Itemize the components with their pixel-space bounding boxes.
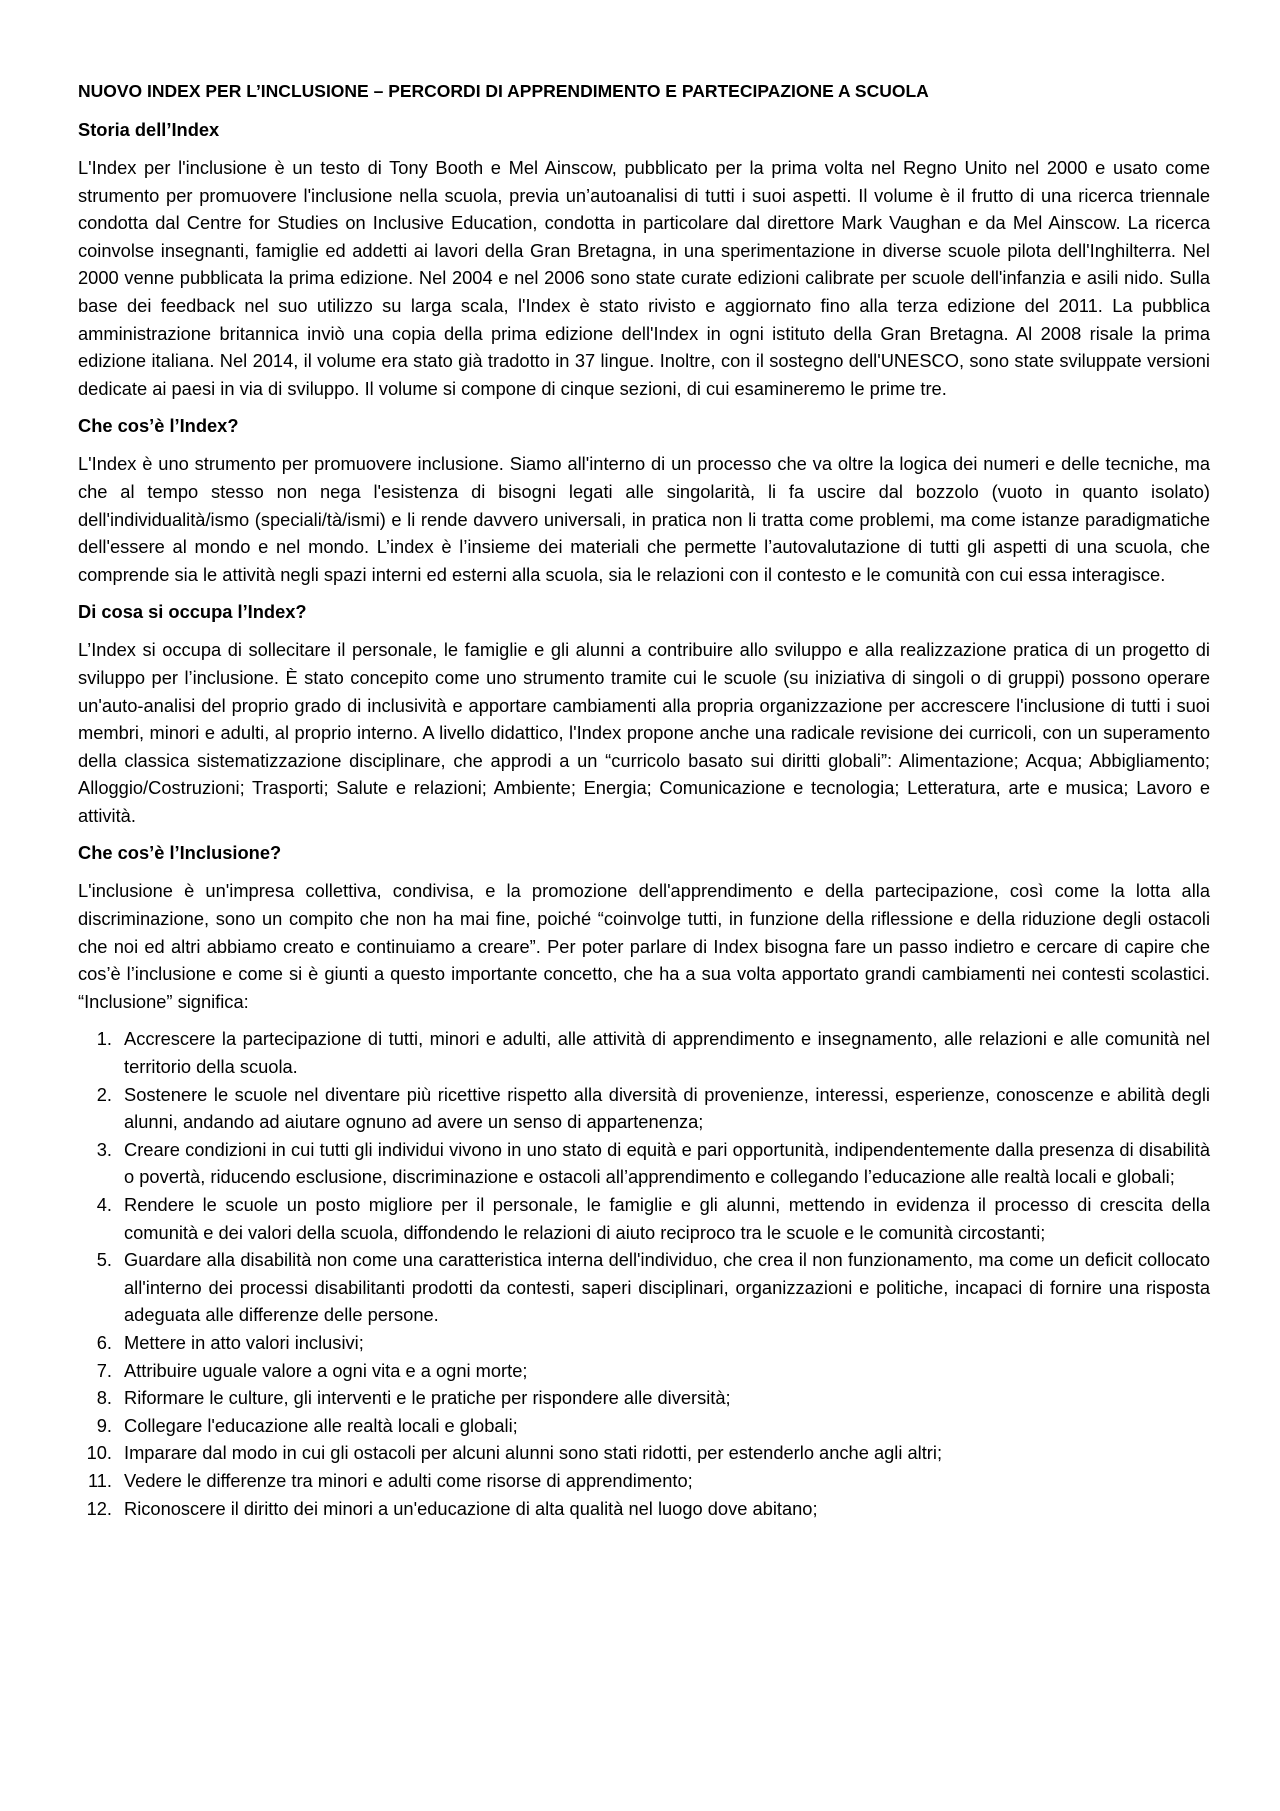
list-item-number: 1.: [96, 1028, 112, 1050]
paragraph-inclusione: L'inclusione è un'impresa collettiva, condivisa, e la promozione dell'apprendimento e della partecipazione, così come la lotta alla discriminazione, sono un compito che non ha mai fine, poiché “coinvolge tutti, in funzione della riflessione e della riduzione degli ostacoli che noi ed altri abbiamo creato e continuiamo a creare”. Per poter parlare di Index bisogna fare un passo indietro e cercare di capire che cos’è l’inclusione e come si è giunti a questo importante concetto, che ha a sua volta apportato grandi cambiamenti nei contesti scolastici. “Inclusione” significa:: [78, 880, 1210, 1012]
inclusion-list: [78, 1025, 1210, 1522]
list-item: [78, 1467, 1210, 1495]
list-item-text: Mettere in atto valori inclusivi;: [124, 1331, 364, 1353]
list-item-text: Sostenere le scuole nel diventare più ricettive rispetto alla diversità di provenienze, interessi, esperienze, conoscenze e abilità degli alunni, andando ad aiutare ognuno ad avere un senso di appartenenza;: [124, 1083, 1210, 1133]
list-item: [78, 1412, 1210, 1440]
list-item-text: Accrescere la partecipazione di tutti, minori e adulti, alle attività di apprendimento e insegnamento, alle relazioni e alle comunità nel territorio della scuola.: [124, 1028, 1210, 1078]
list-item-text: Attribuire uguale valore a ogni vita e a ogni morte;: [124, 1359, 528, 1381]
list-item: [78, 1136, 1210, 1191]
list-item: [78, 1439, 1210, 1467]
document-title: NUOVO INDEX PER L’INCLUSIONE – PERCORDI DI APPRENDIMENTO E PARTECIPAZIONE A SCUOLA: [78, 81, 929, 101]
paragraph-che-cos-e-index: L'Index è uno strumento per promuovere inclusione. Siamo all'interno di un processo che va oltre la logica dei numeri e delle tecniche, ma che al tempo stesso non nega l'esistenza di bisogni legati alle singolarità, li fa uscire dal bozzolo (vuoto in quanto isolato) dell'individualità/ismo (speciali/tà/ismi) e li rende davvero universali, in pratica non li tratta come problemi, ma come istanze paradigmatiche dell'essere al mondo e nel mondo. L’index è l’insieme dei materiali che permette l’autovalutazione di tutti gli aspetti di una scuola, che comprende sia le attività negli spazi interni ed esterni alla scuola, sia le relazioni con il contesto e le comunità con cui essa interagisce.: [78, 453, 1210, 585]
list-item: [78, 1081, 1210, 1136]
list-item-number: 5.: [96, 1249, 112, 1271]
list-item: [78, 1329, 1210, 1357]
section-heading-inclusione: Che cos’è l’Inclusione?: [78, 842, 282, 864]
list-item-text: Creare condizioni in cui tutti gli individui vivono in uno stato di equità e pari opportunità, indipendentemente dalla presenza di disabilità o povertà, riducendo esclusione, discriminazione e ostacoli all’apprendimento e collegando l’educazione alle realtà locali e globali;: [124, 1138, 1210, 1188]
list-item-number: 8.: [96, 1387, 112, 1409]
list-item-text: Riconoscere il diritto dei minori a un'educazione di alta qualità nel luogo dove abitano;: [124, 1497, 818, 1519]
section-heading-che-cos-e-index: Che cos’è l’Index?: [78, 415, 239, 437]
list-item-number: 12.: [86, 1497, 112, 1519]
list-item-number: 4.: [96, 1194, 112, 1215]
list-item-number: 6.: [96, 1331, 112, 1353]
list-item-text: Collegare l'educazione alle realtà locali e globali;: [124, 1414, 518, 1436]
section-heading-storia: Storia dell’Index: [78, 119, 220, 140]
list-item-text: Rendere le scuole un posto migliore per il personale, le famiglie e gli alunni, mettendo in evidenza il processo di crescita della comunità e dei valori della scuola, diffondendo le relazioni di aiuto reciproco tra le scuole e le comunità circostanti;: [124, 1194, 1210, 1243]
list-item-text: Imparare dal modo in cui gli ostacoli per alcuni alunni sono stati ridotti, per estenderlo anche agli altri;: [124, 1442, 943, 1464]
list-item-number: 3.: [96, 1138, 112, 1160]
list-item-text: Riformare le culture, gli interventi e le pratiche per rispondere alle diversità;: [124, 1387, 731, 1409]
list-item-text: Guardare alla disabilità non come una caratteristica interna dell'individuo, che crea il non funzionamento, ma come un deficit collocato all'interno dei processi disabilitanti prodotti da contesti, saperi disciplinari, organizzazioni e politiche, incapaci di fornire una risposta adeguata alle differenze delle persone.: [124, 1249, 1210, 1326]
paragraph-di-cosa-si-occupa: L’Index si occupa di sollecitare il personale, le famiglie e gli alunni a contribuire allo sviluppo e alla realizzazione pratica di un progetto di sviluppo per l’inclusione. È stato concepito come uno strumento tramite cui le scuole (su iniziativa di singoli o di gruppi) possono operare un'auto-analisi del proprio grado di inclusività e apportare cambiamenti alla propria organizzazione per accrescere l'inclusione di tutti i suoi membri, minori e adulti, al proprio interno. A livello didattico, l'Index propone anche una radicale revisione dei curricoli, con un superamento della classica sistematizzazione disciplinare, che approdi a un “curricolo basato sui diritti globali”: Alimentazione; Acqua; Abbigliamento; Alloggio/Costruzioni; Trasporti; Salute e relazioni; Ambiente; Energia; Comunicazione e tecnologia; Letteratura, arte e musica; Lavoro e attività.: [78, 639, 1210, 826]
list-item: [78, 1191, 1210, 1246]
list-item-text: Vedere le differenze tra minori e adulti come risorse di apprendimento;: [124, 1469, 693, 1491]
paragraph-storia: L'Index per l'inclusione è un testo di Tony Booth e Mel Ainscow, pubblicato per la prima volta nel Regno Unito nel 2000 e usato come strumento per promuovere l'inclusione nella scuola, previa un’autoanalisi di tutti i suoi aspetti. Il volume è il frutto di una ricerca triennale condotta dal Centre for Studies on Inclusive Education, condotta in particolare dal direttore Mark Vaughan e da Mel Ainscow. La ricerca coinvolse insegnanti, famiglie ed addetti ai lavori della Gran Bretagna, in una sperimentazione in diverse scuole pilota dell'Inghilterra. Nel 2000 venne pubblicata la prima edizione. Nel 2004 e nel 2006 sono state curate edizioni calibrate per scuole dell'infanzia e asili nido. Sulla base dei feedback nel suo utilizzo su larga scala, l'Index è stato rivisto e aggiornato fino alla terza edizione del 2011. La pubblica amministrazione britannica inviò una copia della prima edizione dell'Index in ogni istituto della Gran Bretagna. Al 2008 risale la prima edizione italiana. Nel 2014, il volume era stato già tradotto in 37 lingue. Inoltre, con il sostegno dell'UNESCO, sono state sviluppate versioni dedicate ai paesi in via di sviluppo. Il volume si compone di cinque sezioni, di cui esamineremo le prime tre.: [78, 157, 1210, 399]
list-item-number: 10.: [86, 1442, 112, 1464]
list-item: [78, 1384, 1210, 1412]
list-item: [78, 1025, 1210, 1080]
list-item: [78, 1246, 1210, 1329]
section-heading-di-cosa-si-occupa: Di cosa si occupa l’Index?: [78, 601, 307, 623]
list-item-number: 2.: [96, 1083, 112, 1105]
list-item-number: 11.: [87, 1469, 112, 1491]
list-item: [78, 1495, 1210, 1523]
list-item-number: 7.: [96, 1359, 112, 1381]
list-item: [78, 1357, 1210, 1385]
list-item-number: 9.: [96, 1414, 112, 1436]
